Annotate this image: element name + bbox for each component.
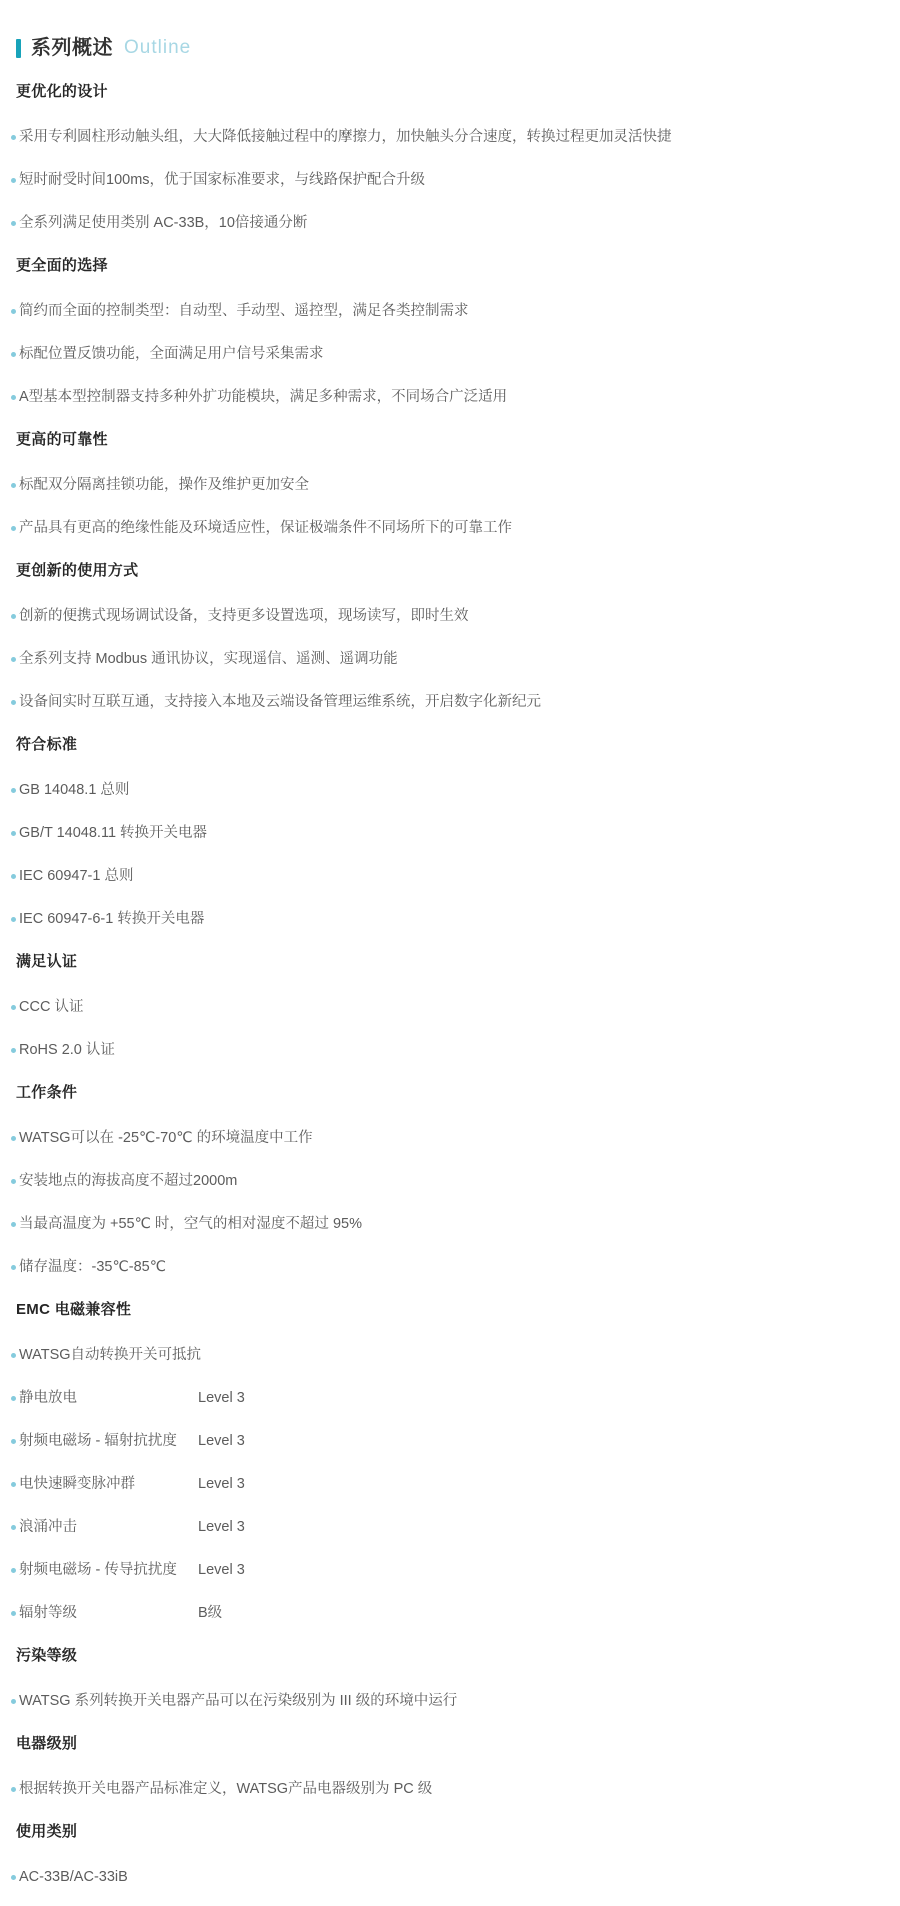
bullet-dot-icon xyxy=(11,221,16,226)
bullet-text: 全系列支持 Modbus 通讯协议，实现遥信、遥测、遥调功能 xyxy=(19,651,398,667)
section-item-list xyxy=(0,301,900,407)
bullet-dot-icon xyxy=(11,831,16,836)
bullet-dot-icon xyxy=(11,178,16,183)
bullet-dot-icon xyxy=(11,1699,16,1704)
title-accent-bar xyxy=(16,39,21,58)
item-value: Level 3 xyxy=(198,1390,245,1406)
bullet-item xyxy=(0,1431,900,1451)
section xyxy=(0,82,900,233)
sections-container xyxy=(0,82,900,1887)
bullet-text: 创新的便携式现场调试设备，支持更多设置选项，现场读写，即时生效 xyxy=(19,608,469,624)
bullet-text: 标配双分隔离挂锁功能，操作及维护更加安全 xyxy=(19,477,309,493)
bullet-text: 射频电磁场 - 辐射抗扰度 xyxy=(19,1433,177,1449)
section xyxy=(0,1734,900,1799)
item-value: Level 3 xyxy=(198,1433,245,1449)
bullet-dot-icon xyxy=(11,874,16,879)
bullet-dot-icon xyxy=(11,1611,16,1616)
bullet-dot-icon xyxy=(11,1568,16,1573)
bullet-item xyxy=(0,1867,900,1887)
bullet-item xyxy=(0,692,900,712)
bullet-dot-icon xyxy=(11,1787,16,1792)
section-item-list xyxy=(0,780,900,929)
bullet-item xyxy=(0,1779,900,1799)
bullet-text: WATSG可以在 -25℃-70℃ 的环境温度中工作 xyxy=(19,1130,313,1146)
bullet-dot-icon xyxy=(11,1439,16,1444)
bullet-text: IEC 60947-1 总则 xyxy=(19,868,134,884)
bullet-dot-icon xyxy=(11,395,16,400)
bullet-item xyxy=(0,344,900,364)
bullet-item xyxy=(0,1128,900,1148)
page-title-en: Outline xyxy=(124,37,192,58)
section xyxy=(0,952,900,1060)
bullet-item xyxy=(0,1171,900,1191)
bullet-dot-icon xyxy=(11,1005,16,1010)
bullet-text: IEC 60947-6-1 转换开关电器 xyxy=(19,911,205,927)
item-value: B级 xyxy=(198,1605,223,1621)
section-item-list xyxy=(0,1867,900,1887)
section xyxy=(0,1646,900,1711)
bullet-dot-icon xyxy=(11,1222,16,1227)
section-header: 污染等级 xyxy=(16,1647,78,1664)
bullet-text: 电快速瞬变脉冲群 xyxy=(19,1476,135,1492)
bullet-item xyxy=(0,475,900,495)
bullet-dot-icon xyxy=(11,526,16,531)
bullet-text: 射频电磁场 - 传导抗扰度 xyxy=(19,1562,177,1578)
section-item-list xyxy=(0,1128,900,1277)
section xyxy=(0,256,900,407)
bullet-item xyxy=(0,1517,900,1537)
section-item-list xyxy=(0,997,900,1060)
bullet-text: GB 14048.1 总则 xyxy=(19,782,130,798)
section xyxy=(0,1083,900,1277)
bullet-text: 储存温度：-35℃-85℃ xyxy=(19,1259,166,1275)
bullet-dot-icon xyxy=(11,1353,16,1358)
bullet-dot-icon xyxy=(11,788,16,793)
bullet-dot-icon xyxy=(11,135,16,140)
bullet-text: AC-33B/AC-33iB xyxy=(19,1869,128,1885)
section-header: 更高的可靠性 xyxy=(16,431,108,448)
bullet-dot-icon xyxy=(11,1525,16,1530)
bullet-item xyxy=(0,1345,900,1365)
bullet-item xyxy=(0,1603,900,1623)
section-header: 工作条件 xyxy=(16,1084,78,1101)
bullet-item xyxy=(0,301,900,321)
bullet-dot-icon xyxy=(11,917,16,922)
bullet-item xyxy=(0,1691,900,1711)
section-header: 更优化的设计 xyxy=(16,83,108,100)
section xyxy=(0,430,900,538)
bullet-item xyxy=(0,1214,900,1234)
bullet-dot-icon xyxy=(11,1396,16,1401)
item-value: Level 3 xyxy=(198,1519,245,1535)
bullet-item xyxy=(0,997,900,1017)
item-value: Level 3 xyxy=(198,1562,245,1578)
section-header: 电器级别 xyxy=(16,1735,78,1752)
bullet-dot-icon xyxy=(11,614,16,619)
section-item-list xyxy=(0,606,900,712)
item-value: Level 3 xyxy=(198,1476,245,1492)
section-header: 使用类别 xyxy=(16,1823,78,1840)
bullet-item xyxy=(0,606,900,626)
bullet-item xyxy=(0,127,900,147)
bullet-text: 简约而全面的控制类型：自动型、手动型、遥控型，满足各类控制需求 xyxy=(19,303,469,319)
bullet-text: 根据转换开关电器产品标准定义，WATSG产品电器级别为 PC 级 xyxy=(19,1781,433,1797)
bullet-dot-icon xyxy=(11,1136,16,1141)
bullet-item xyxy=(0,780,900,800)
bullet-item xyxy=(0,823,900,843)
section-header: 更全面的选择 xyxy=(16,257,108,274)
bullet-text: CCC 认证 xyxy=(19,999,84,1015)
bullet-item xyxy=(0,213,900,233)
section-item-list xyxy=(0,1691,900,1711)
bullet-text: 浪涌冲击 xyxy=(19,1519,77,1535)
bullet-item xyxy=(0,1560,900,1580)
section-item-list xyxy=(0,1779,900,1799)
bullet-item xyxy=(0,1040,900,1060)
bullet-text: 标配位置反馈功能，全面满足用户信号采集需求 xyxy=(19,346,324,362)
bullet-text: WATSG自动转换开关可抵抗 xyxy=(19,1347,202,1363)
bullet-text: 全系列满足使用类别 AC-33B，10倍接通分断 xyxy=(19,215,308,231)
bullet-item xyxy=(0,866,900,886)
bullet-item xyxy=(0,387,900,407)
section-header: EMC 电磁兼容性 xyxy=(16,1301,132,1318)
bullet-item xyxy=(0,1388,900,1408)
bullet-dot-icon xyxy=(11,483,16,488)
bullet-dot-icon xyxy=(11,352,16,357)
section-header: 更创新的使用方式 xyxy=(16,562,139,579)
bullet-text: 产品具有更高的绝缘性能及环境适应性，保证极端条件不同场所下的可靠工作 xyxy=(19,520,512,536)
bullet-dot-icon xyxy=(11,309,16,314)
section-item-list xyxy=(0,475,900,538)
bullet-dot-icon xyxy=(11,1875,16,1880)
bullet-item xyxy=(0,1257,900,1277)
bullet-dot-icon xyxy=(11,700,16,705)
bullet-text: 采用专利圆柱形动触头组，大大降低接触过程中的摩擦力，加快触头分合速度，转换过程更加灵活快捷 xyxy=(19,129,672,145)
section xyxy=(0,1822,900,1887)
bullet-dot-icon xyxy=(11,1179,16,1184)
bullet-dot-icon xyxy=(11,1482,16,1487)
page-title xyxy=(16,36,900,60)
bullet-text: 辐射等级 xyxy=(19,1605,77,1621)
page-title-zh: 系列概述 xyxy=(31,37,113,59)
bullet-text: WATSG 系列转换开关电器产品可以在污染级别为 III 级的环境中运行 xyxy=(19,1693,458,1709)
bullet-item xyxy=(0,518,900,538)
section-item-list xyxy=(0,1345,900,1623)
section xyxy=(0,561,900,712)
bullet-text: RoHS 2.0 认证 xyxy=(19,1042,115,1058)
bullet-text: 设备间实时互联互通，支持接入本地及云端设备管理运维系统，开启数字化新纪元 xyxy=(19,694,541,710)
bullet-dot-icon xyxy=(11,1265,16,1270)
bullet-text: 当最高温度为 +55℃ 时，空气的相对湿度不超过 95% xyxy=(19,1216,362,1232)
bullet-text: A型基本型控制器支持多种外扩功能模块，满足多种需求，不同场合广泛适用 xyxy=(19,389,508,405)
bullet-dot-icon xyxy=(11,1048,16,1053)
bullet-text: GB/T 14048.11 转换开关电器 xyxy=(19,825,208,841)
bullet-item xyxy=(0,170,900,190)
bullet-text: 静电放电 xyxy=(19,1390,77,1406)
bullet-text: 安装地点的海拔高度不超过2000m xyxy=(19,1173,238,1189)
bullet-text: 短时耐受时间100ms，优于国家标准要求，与线路保护配合升级 xyxy=(19,172,426,188)
section-item-list xyxy=(0,127,900,233)
bullet-item xyxy=(0,909,900,929)
section-header: 满足认证 xyxy=(16,953,78,970)
section-header: 符合标准 xyxy=(16,736,78,753)
section xyxy=(0,735,900,929)
bullet-dot-icon xyxy=(11,657,16,662)
bullet-item xyxy=(0,1474,900,1494)
section xyxy=(0,1300,900,1623)
bullet-item xyxy=(0,649,900,669)
